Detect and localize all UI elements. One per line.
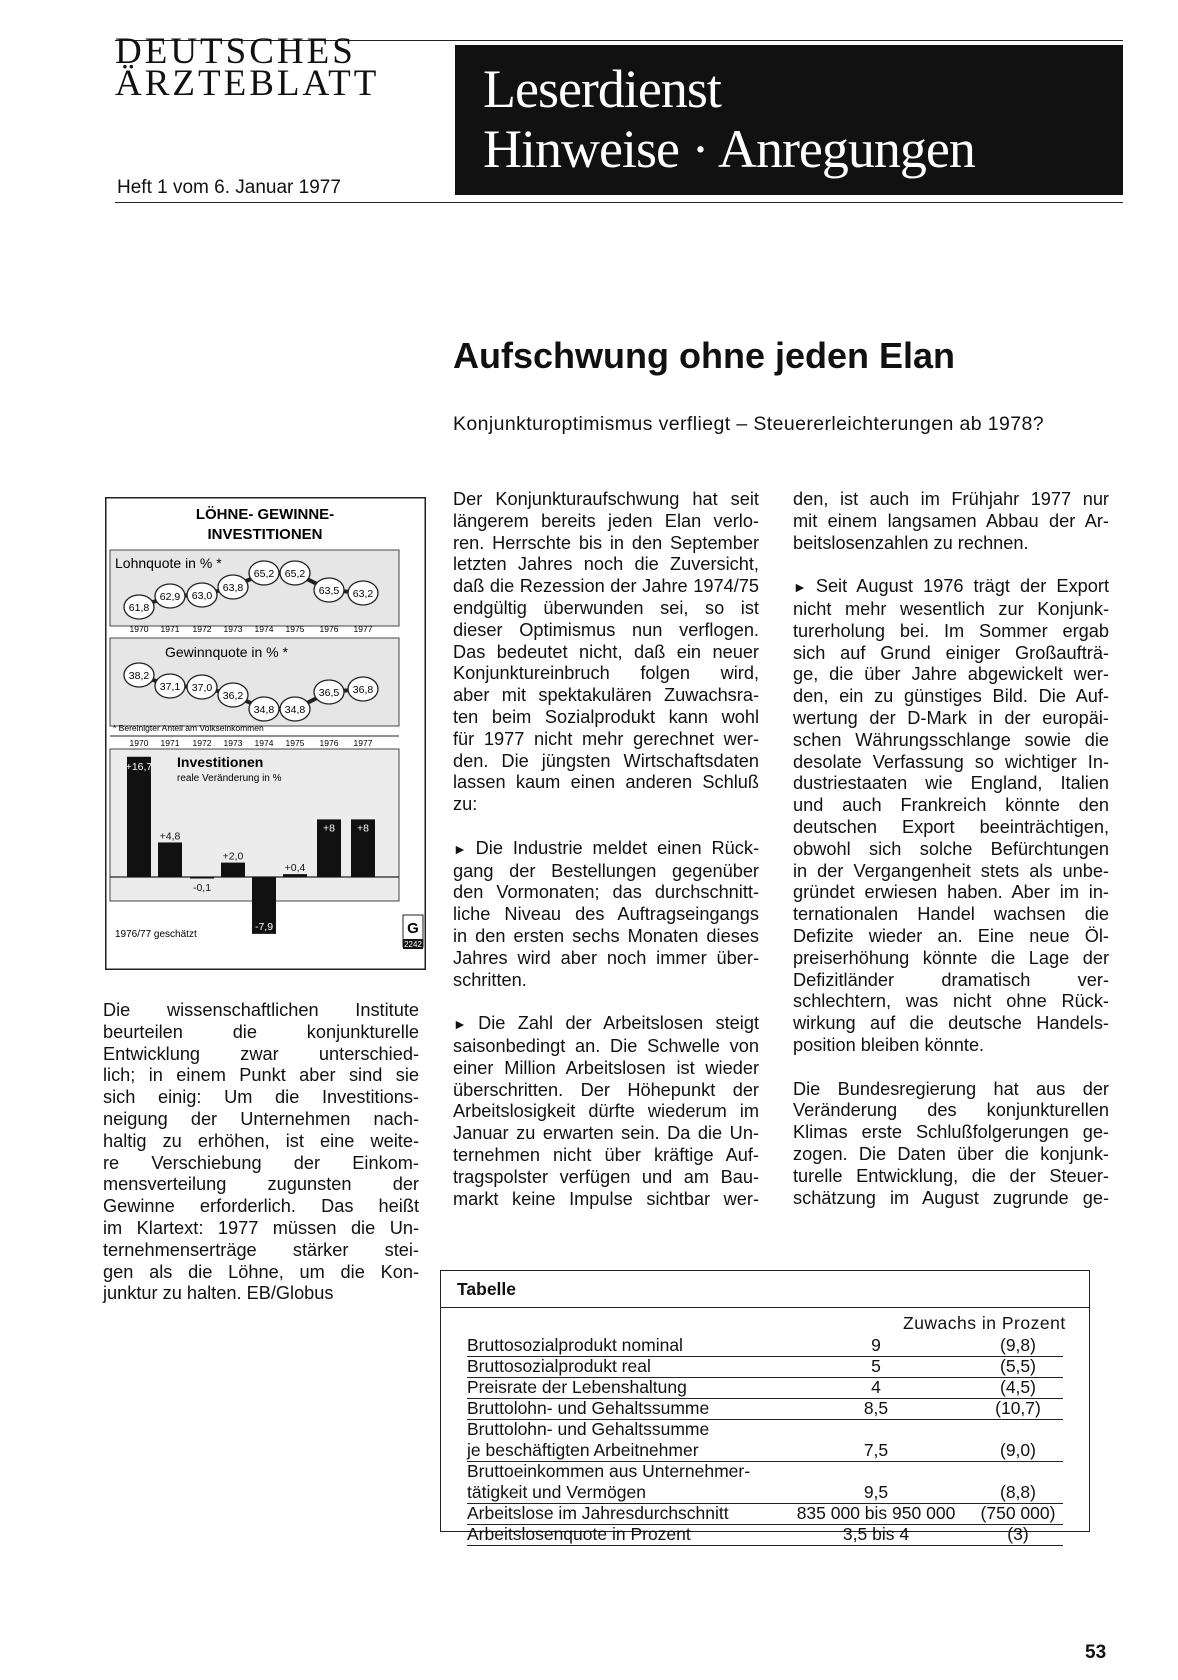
text-line: markt keine Impulse sichtbar wer-: [453, 1188, 759, 1209]
headline: Aufschwung ohne jeden Elan: [453, 335, 956, 376]
text-line: desolate Verfassung so wichtiger In-: [793, 751, 1109, 772]
text-line: Defizitländer dramatisch ver-: [793, 969, 1109, 990]
text-line: gründet erwiesen haben. Aber im in-: [793, 882, 1109, 903]
chart-title-line2: INVESTITIONEN: [207, 526, 323, 543]
text-line: position bleiben könnte.: [793, 1034, 985, 1055]
text-line: dieser Optimismus nun verflogen.: [453, 619, 759, 640]
text-line: obwohl sich solche Befürchtungen: [793, 838, 1109, 859]
text-line: in den ersten sechs Monaten dieses: [453, 925, 759, 946]
text-line: ge, die über Jahre abgewickelt wer-: [793, 664, 1109, 685]
masthead-line1: DEUTSCHES: [115, 31, 356, 72]
chart-title-line1: LÖHNE- GEWINNE-: [195, 506, 335, 523]
text-line: zogen. Die Daten über die konjunk-: [793, 1143, 1109, 1164]
year-tick-label: 1974: [254, 624, 274, 634]
text-line: liche Niveau des Auftragseingangs: [453, 904, 759, 925]
year-tick-label: 1972: [192, 738, 212, 748]
text-line: ren. Herrschte bis in den September: [453, 532, 759, 553]
banner-line2: Hinweise · Anregungen: [483, 119, 975, 179]
page-number: 53: [1085, 1642, 1107, 1663]
table-value-forecast: 7,5: [863, 1440, 889, 1460]
text-line: einer Million Arbeitslosen ist wieder: [453, 1057, 759, 1078]
text-line: den Vormonaten; das durchschnitt-: [453, 882, 759, 903]
text-line: ternehmenserträge stärker stei-: [103, 1239, 419, 1260]
text-line: den, ein zu günstiges Bild. Die Auf-: [793, 686, 1109, 707]
chart-loehne-gewinne-investitionen: [105, 497, 426, 970]
text-line: sich einig: Um die Investitions-: [103, 1087, 419, 1108]
text-line: für 1977 nicht mehr gerechnet wer-: [453, 728, 759, 749]
table-value-forecast: 9,5: [863, 1482, 889, 1502]
bullet-triangle-icon: ►: [453, 1016, 479, 1033]
lohnquote-value-label: 61,8: [128, 602, 150, 614]
text-line: mit einem langsamen Abbau der Ar-: [793, 510, 1109, 531]
text-line: Defizite wieder an. Eine neue Öl-: [793, 925, 1109, 946]
table-value-forecast: 9: [871, 1335, 881, 1355]
investitionen-value-label: +0,4: [284, 862, 306, 875]
text-line: Die Bundesregierung hat aus der: [793, 1078, 1109, 1099]
issue-date: Heft 1 vom 6. Januar 1977: [117, 177, 341, 198]
investitionen-value-label: +4,8: [159, 830, 181, 843]
year-tick-label: 1977: [353, 738, 373, 748]
text-line: schlechtern, was nicht ohne Rück-: [793, 991, 1109, 1012]
text-line-content: Die Zahl der Arbeitslosen steigt: [478, 1013, 759, 1034]
text-line: Entwicklung zwar unterschied-: [103, 1043, 419, 1064]
text-line: [793, 576, 1109, 599]
text-line: saisonbedingt an. Die Schwelle von: [453, 1035, 759, 1056]
table-value-previous: (9,8): [1000, 1335, 1036, 1355]
text-line: wirkung auf die deutsche Handels-: [793, 1013, 1109, 1034]
table-value-previous: (9,0): [1000, 1440, 1036, 1460]
year-tick-label: 1973: [223, 624, 243, 634]
text-line: nicht mehr wesentlich zur Konjunk-: [793, 598, 1109, 619]
text-line-content: Die Industrie meldet einen Rück-: [475, 837, 760, 858]
gewinnquote-label: Gewinnquote in % *: [165, 644, 288, 660]
lohnquote-value-label: 65,2: [253, 568, 275, 580]
masthead-bottom-rule: [115, 202, 1123, 203]
text-line: turelle Entwicklung, die der Steuer-: [793, 1165, 1109, 1186]
gewinnquote-value-label: 37,0: [191, 682, 213, 694]
year-tick-label: 1974: [254, 738, 274, 748]
text-line: [453, 838, 759, 861]
text-line: Konjunktureinbruch folgen wird,: [453, 663, 759, 684]
table-row-label: Bruttosozialprodukt real: [467, 1356, 651, 1376]
table-value-previous: (750 000): [980, 1503, 1056, 1523]
year-tick-label: 1977: [353, 624, 373, 634]
section-banner: [455, 45, 1123, 195]
lohnquote-label: Lohnquote in % *: [115, 555, 222, 571]
text-line: im Klartext: 1977 müssen die Un-: [103, 1217, 419, 1238]
text-line: [453, 1013, 759, 1036]
article-middle-column: [453, 489, 759, 1210]
investitionen-sublabel: reale Veränderung in %: [177, 773, 282, 784]
year-tick-label: 1973: [223, 738, 243, 748]
text-line: schritten.: [453, 969, 527, 990]
subheadline: Konjunkturoptimismus verfliegt – Steuererleichterungen ab 1978?: [453, 413, 1045, 435]
text-line: beitslosenzahlen zu rechnen.: [793, 532, 1029, 553]
text-line: gen als die Löhne, um die Kon-: [103, 1261, 419, 1282]
text-line: beurteilen die konjunkturelle: [103, 1021, 419, 1042]
text-line: wertung der D-Mark in der europäi-: [793, 707, 1109, 728]
table-value-previous: (5,5): [1000, 1356, 1036, 1376]
lohnquote-value-label: 62,9: [159, 591, 181, 603]
text-line: Klimas erste Schlußfolgerungen ge-: [793, 1122, 1109, 1143]
data-table: [440, 1270, 1090, 1544]
logo-number: 2242: [404, 940, 422, 949]
bullet-triangle-icon: ►: [453, 840, 476, 857]
table-row-label: Arbeitslosenquote in Prozent: [467, 1524, 691, 1544]
table-value-previous: (3): [1007, 1524, 1029, 1544]
text-line-content: Seit August 1976 trägt der Export: [815, 576, 1110, 597]
text-line: dustriestaaten wie England, Italien: [793, 773, 1109, 794]
text-line: endgültig überwunden sei, so ist: [453, 597, 759, 618]
text-line: den. Die jüngsten Wirtschaftsdaten: [453, 750, 759, 771]
gewinnquote-value-label: 38,2: [128, 670, 150, 682]
text-line: tragspolster verfügen und am Bau-: [453, 1166, 759, 1187]
text-line: überschritten. Der Höhepunkt der: [453, 1079, 759, 1100]
text-line: sich auf Grund einiger Großaufträ-: [793, 642, 1109, 663]
gewinnquote-value-label: 37,1: [159, 681, 181, 693]
text-line: längerem bereits jeden Elan verlo-: [453, 510, 759, 531]
investitionen-value-label: +8: [323, 822, 335, 835]
investitionen-bar: [190, 877, 214, 879]
text-line: daß die Rezession der Jahre 1974/75: [453, 576, 759, 597]
text-line: lassen kaum einen anderen Schluß: [453, 772, 759, 793]
table-value-previous: (10,7): [995, 1398, 1041, 1418]
text-line: Arbeitslosigkeit dürfte wiederum im: [453, 1101, 759, 1122]
gewinnquote-value-label: 36,8: [352, 684, 374, 696]
footnote: * Bereinigter Anteil am Volkseinkommen: [113, 723, 264, 733]
investitionen-value-label: +8: [357, 822, 369, 835]
lohnquote-value-label: 65,2: [284, 568, 306, 580]
text-line: lich; in einem Punkt aber sind sie: [103, 1065, 419, 1086]
text-line: zu:: [453, 794, 478, 815]
text-line: und auch Frankreich könnte den: [793, 795, 1109, 816]
table-row-label: Bruttolohn- und Gehaltssumme: [467, 1398, 710, 1418]
text-line: in der Vergangenheit stets als unbe-: [793, 860, 1109, 881]
table-header: Zuwachs in Prozent: [903, 1313, 1066, 1333]
table-value-previous: (4,5): [1000, 1377, 1036, 1397]
globus-logo-letter: G: [407, 920, 419, 937]
year-tick-label: 1972: [192, 624, 212, 634]
investitionen-bar: [221, 863, 245, 877]
text-line: schätzung im August zugrunde ge-: [793, 1187, 1109, 1208]
text-line: Gewinne erforderlich. Das heißt: [103, 1196, 419, 1217]
text-line: neigung der Unternehmen nach-: [103, 1108, 419, 1129]
table-row-rule: [467, 1545, 1063, 1546]
table-row-label: Bruttosozialprodukt nominal: [467, 1335, 683, 1355]
table-title: Tabelle: [457, 1279, 517, 1299]
text-line: turerholung bei. Im Sommer ergab: [793, 620, 1109, 641]
investitionen-value-label: +2,0: [222, 850, 244, 863]
table-row-label: Preisrate der Lebenshaltung: [467, 1377, 687, 1397]
gewinnquote-value-label: 34,8: [284, 704, 306, 716]
year-tick-label: 1976: [319, 624, 339, 634]
year-tick-label: 1970: [129, 738, 149, 748]
table-row-label: tätigkeit und Vermögen: [467, 1482, 647, 1502]
article-left-column: [103, 1000, 419, 1305]
text-line: schen Währungsschlange sowie die: [793, 729, 1109, 750]
investitionen-value-label: -7,9: [254, 920, 274, 933]
investitionen-bar: [283, 874, 307, 877]
text-line: gang der Bestellungen gegenüber: [453, 860, 759, 881]
table-row-label: Arbeitslose im Jahresdurchschnitt: [467, 1503, 729, 1523]
text-line: Veränderung des konjunkturellen: [793, 1100, 1109, 1121]
year-tick-label: 1975: [285, 624, 305, 634]
year-tick-label: 1971: [160, 624, 180, 634]
bullet-triangle-icon: ►: [793, 579, 816, 596]
text-line: Januar zu erwarten sein. Da die Un-: [453, 1123, 759, 1144]
investitionen-bar: [127, 757, 151, 877]
text-line: Jahres wird aber noch immer über-: [453, 947, 759, 968]
masthead-line2: ÄRZTEBLATT: [115, 63, 380, 104]
table-value-forecast: 8,5: [863, 1398, 889, 1418]
text-line: ternehmen nicht über kräftige Auf-: [453, 1144, 759, 1165]
year-tick-label: 1970: [129, 624, 149, 634]
gewinnquote-value-label: 34,8: [253, 704, 275, 716]
text-line: aber mit spektakulären Zuwachsra-: [453, 685, 759, 706]
lohnquote-value-label: 63,8: [222, 582, 244, 594]
year-tick-label: 1976: [319, 738, 339, 748]
table-value-forecast: 835 000 bis 950 000: [796, 1503, 956, 1523]
table-row-label: Bruttoeinkommen aus Unternehmer-: [467, 1461, 751, 1481]
investitionen-value-label: -0,1: [192, 882, 212, 894]
text-line: Das bedeutet nicht, daß ein neuer: [453, 641, 759, 662]
banner-line1: Leserdienst: [483, 59, 721, 119]
text-line: re Verschiebung der Einkom-: [103, 1152, 419, 1173]
table-row-label: Bruttolohn- und Gehaltssumme: [467, 1419, 710, 1439]
text-line: ten beim Sozialprodukt kann wohl: [453, 706, 759, 727]
year-tick-label: 1975: [285, 738, 305, 748]
investitionen-bar: [158, 842, 182, 877]
text-line: letzten Jahres noch die Zuversicht,: [453, 554, 759, 575]
text-line: Die wissenschaftlichen Institute: [103, 1000, 419, 1020]
article-right-column: [793, 489, 1109, 1209]
table-value-forecast: 3,5 bis 4: [842, 1524, 910, 1544]
text-line: deutschen Export beeinträchtigen,: [793, 816, 1109, 837]
estimate-note: 1976/77 geschätzt: [115, 929, 197, 940]
investitionen-value-label: +16,7: [125, 760, 153, 773]
gewinnquote-value-label: 36,5: [318, 687, 340, 699]
investitionen-label: Investitionen: [177, 754, 264, 770]
year-tick-label: 1971: [160, 738, 180, 748]
text-line: Der Konjunkturaufschwung hat seit: [453, 489, 759, 509]
lohnquote-value-label: 63,0: [191, 590, 213, 602]
table-value-forecast: 5: [871, 1356, 881, 1376]
table-value-forecast: 4: [871, 1377, 881, 1397]
gewinnquote-value-label: 36,2: [222, 690, 244, 702]
text-line: den, ist auch im Frühjahr 1977 nur: [793, 489, 1109, 509]
table-title-rule: [441, 1307, 1089, 1308]
table-row-label: je beschäftigten Arbeitnehmer: [467, 1440, 699, 1460]
table-value-previous: (8,8): [1000, 1482, 1036, 1502]
lohnquote-value-label: 63,5: [318, 585, 340, 597]
text-line: mensverteilung zugunsten der: [103, 1174, 419, 1195]
text-line: ternationalen Handel wachsen die: [793, 904, 1109, 925]
text-line: haltig zu erhöhen, ist eine weite-: [103, 1130, 419, 1151]
text-line: junktur zu halten. EB/Globus: [103, 1283, 334, 1304]
text-line: preiserhöhung könnte die Lage der: [793, 947, 1109, 968]
lohnquote-value-label: 63,2: [352, 588, 374, 600]
